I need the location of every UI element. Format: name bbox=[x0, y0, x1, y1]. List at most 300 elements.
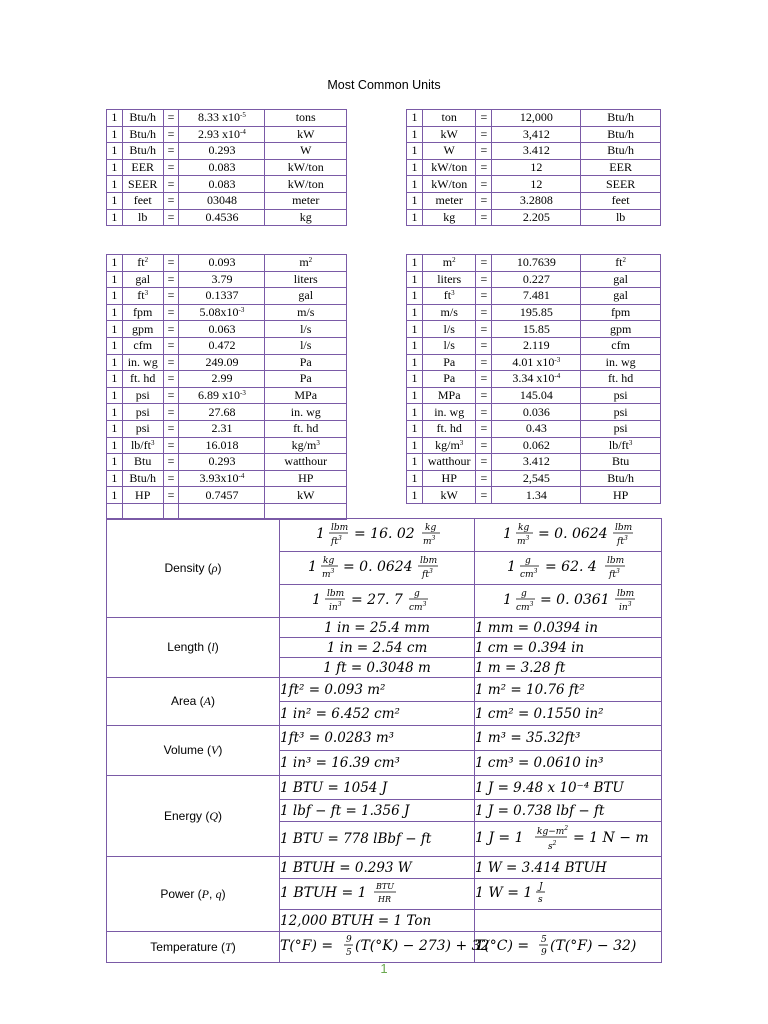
table-cell: 3,412 bbox=[492, 126, 581, 143]
formula-cell bbox=[475, 822, 662, 857]
table-row bbox=[407, 143, 661, 160]
table-cell: = bbox=[163, 420, 179, 437]
table-cell: in. wg bbox=[422, 404, 476, 421]
category-length: Length (l) bbox=[107, 618, 280, 678]
formula-cell bbox=[475, 879, 662, 910]
flow-conversion-table-right bbox=[406, 254, 661, 504]
table-cell: = bbox=[163, 176, 179, 193]
category-power: Power (P, q) bbox=[107, 857, 280, 932]
formula-cell bbox=[280, 552, 475, 585]
document-title: Most Common Units bbox=[327, 78, 441, 92]
svg-text:cm3: $cm^3$ bbox=[409, 601, 427, 613]
table-cell: 145.04 bbox=[492, 387, 581, 404]
table-cell: in. wg bbox=[581, 354, 661, 371]
table-cell: 1 bbox=[107, 470, 123, 487]
svg-text:1 BTUH = 1: 1 BTUH = 1 bbox=[280, 885, 367, 901]
svg-text:5: 5 bbox=[541, 935, 547, 945]
svg-text:s: s bbox=[538, 895, 543, 905]
table-cell: 27.68 bbox=[179, 404, 265, 421]
table-cell bbox=[107, 503, 123, 519]
table-cell: 1 bbox=[107, 209, 123, 226]
table-cell: 1 bbox=[407, 387, 423, 404]
table-cell: feet bbox=[122, 192, 163, 209]
table-cell: 03048 bbox=[179, 192, 265, 209]
svg-text:9: 9 bbox=[346, 935, 352, 945]
table-cell: kg bbox=[265, 209, 347, 226]
table-row bbox=[407, 337, 661, 354]
svg-text:1: 1 bbox=[308, 559, 317, 575]
table-row bbox=[107, 159, 347, 176]
table-cell: ton bbox=[422, 110, 476, 127]
table-cell: = bbox=[476, 176, 492, 193]
table-row bbox=[107, 470, 347, 487]
svg-text:lbm: lbm bbox=[615, 523, 633, 533]
formula-cell: 1 in = 25.4 mm bbox=[280, 618, 475, 638]
table-cell: = bbox=[476, 304, 492, 321]
table-cell: = bbox=[163, 487, 179, 504]
table-cell: Btu bbox=[122, 454, 163, 471]
formula-cell: 1 in³ = 16.39 cm³ bbox=[280, 751, 475, 776]
table-cell: 1 bbox=[407, 437, 423, 454]
table-row bbox=[107, 337, 347, 354]
formula-cell: 1 BTU = 1054 J bbox=[280, 776, 475, 800]
table-cell: 1 bbox=[107, 337, 123, 354]
formula-cell: 1 J = 0.738 lbf − ft bbox=[475, 800, 662, 822]
table-cell: EER bbox=[581, 159, 661, 176]
table-cell: gpm bbox=[122, 321, 163, 338]
table-cell: 2.119 bbox=[492, 337, 581, 354]
table-cell: 1 bbox=[407, 192, 423, 209]
table-cell: liters bbox=[265, 271, 347, 288]
table-cell: tons bbox=[265, 110, 347, 127]
svg-text:T(°C) =: T(°C) = bbox=[475, 938, 530, 954]
table-cell: 1 bbox=[107, 487, 123, 504]
power-row-1 bbox=[107, 857, 662, 879]
table-cell: m/s bbox=[265, 304, 347, 321]
table-cell: MPa bbox=[265, 387, 347, 404]
table-cell: $m^2$ bbox=[265, 255, 347, 272]
table-cell: ft. hd bbox=[422, 420, 476, 437]
table-cell: HP bbox=[581, 487, 661, 504]
table-cell: kW/ton bbox=[422, 159, 476, 176]
table-cell: meter bbox=[422, 192, 476, 209]
svg-text:= 0. 0624: = 0. 0624 bbox=[343, 559, 413, 575]
svg-text:kg−m2: $kg-m^2$ bbox=[537, 825, 569, 837]
table-cell: 1 bbox=[107, 371, 123, 388]
table-cell: in. wg bbox=[265, 404, 347, 421]
svg-text:= 62. 4: = 62. 4 bbox=[545, 559, 597, 575]
table-cell: 0.036 bbox=[492, 404, 581, 421]
table-cell: = bbox=[476, 288, 492, 305]
table-cell: Btu/h bbox=[122, 143, 163, 160]
table-cell: 1.34 bbox=[492, 487, 581, 504]
svg-text:ft3: $ft^3$ bbox=[422, 568, 433, 580]
table-cell: feet bbox=[581, 192, 661, 209]
table-cell: 1 bbox=[407, 470, 423, 487]
table-cell: l/s bbox=[422, 321, 476, 338]
table-cell: kW/ton bbox=[265, 176, 347, 193]
table-cell: = bbox=[163, 337, 179, 354]
table-row bbox=[107, 209, 347, 226]
table-cell: 1 bbox=[107, 354, 123, 371]
table-cell: kW bbox=[265, 487, 347, 504]
table-cell: $ft^3$ bbox=[122, 288, 163, 305]
table-row bbox=[107, 404, 347, 421]
table-cell: kW/ton bbox=[422, 176, 476, 193]
table-cell bbox=[163, 503, 179, 519]
table-cell: kg bbox=[422, 209, 476, 226]
table-cell bbox=[265, 503, 347, 519]
table-row bbox=[407, 420, 661, 437]
table-cell: 1 bbox=[407, 209, 423, 226]
formula-cell: 1 m² = 10.76 ft² bbox=[475, 678, 662, 702]
table-cell: = bbox=[163, 354, 179, 371]
table-cell: cfm bbox=[122, 337, 163, 354]
table-cell: = bbox=[476, 321, 492, 338]
table-cell: 1 bbox=[407, 337, 423, 354]
table-row bbox=[407, 437, 661, 454]
svg-text:lbm: lbm bbox=[331, 523, 349, 533]
svg-text:m3: $m^3$ bbox=[423, 535, 436, 547]
table-cell bbox=[122, 503, 163, 519]
table-cell: Btu/h bbox=[581, 126, 661, 143]
table-cell: $kg/m^3$ bbox=[422, 437, 476, 454]
table-cell: = bbox=[476, 387, 492, 404]
table-cell bbox=[179, 503, 265, 519]
table-cell: 2.31 bbox=[179, 420, 265, 437]
table-cell: = bbox=[163, 110, 179, 127]
temperature-formula-fahrenheit bbox=[280, 932, 490, 958]
table-row bbox=[407, 110, 661, 127]
formula-table bbox=[106, 518, 662, 963]
table-cell: kW bbox=[422, 126, 476, 143]
formula-cell bbox=[475, 519, 662, 552]
table-cell: = bbox=[476, 159, 492, 176]
table-cell: = bbox=[476, 192, 492, 209]
formula-cell: 1 BTU = 778 lBbf − ft bbox=[280, 822, 475, 857]
table-cell: = bbox=[476, 110, 492, 127]
table-cell: gpm bbox=[581, 321, 661, 338]
table-cell: in. wg bbox=[122, 354, 163, 371]
table-cell: EER bbox=[122, 159, 163, 176]
svg-text:= 0. 0624: = 0. 0624 bbox=[538, 526, 608, 542]
table-cell: 15.85 bbox=[492, 321, 581, 338]
table-row bbox=[407, 354, 661, 371]
table-cell: $kg/m^3$ bbox=[265, 437, 347, 454]
table-cell: l/s bbox=[265, 321, 347, 338]
table-cell: psi bbox=[122, 420, 163, 437]
table-cell: 1 bbox=[107, 110, 123, 127]
table-cell: = bbox=[476, 209, 492, 226]
table-cell: W bbox=[422, 143, 476, 160]
table-cell: Btu bbox=[581, 454, 661, 471]
svg-text:5: 5 bbox=[346, 948, 352, 958]
svg-text:ft3: $ft^3$ bbox=[331, 535, 342, 547]
table-cell: 0.083 bbox=[179, 176, 265, 193]
table-cell: 0.293 bbox=[179, 454, 265, 471]
table-cell: psi bbox=[122, 404, 163, 421]
table-cell: 0.227 bbox=[492, 271, 581, 288]
table-row bbox=[107, 192, 347, 209]
table-cell: 1 bbox=[107, 192, 123, 209]
svg-text:HR: HR bbox=[378, 895, 391, 904]
table-cell: watthour bbox=[422, 454, 476, 471]
table-row bbox=[407, 321, 661, 338]
formula-cell: 1 cm² = 0.1550 in² bbox=[475, 702, 662, 726]
table-row bbox=[107, 387, 347, 404]
formula-cell: 1 in = 2.54 cm bbox=[280, 638, 475, 658]
table-cell: 16.018 bbox=[179, 437, 265, 454]
table-cell: psi bbox=[581, 387, 661, 404]
table-cell: HP bbox=[422, 470, 476, 487]
svg-text:lbm: lbm bbox=[617, 589, 635, 599]
table-cell: 1 bbox=[407, 126, 423, 143]
table-cell: = bbox=[476, 487, 492, 504]
table-cell: = bbox=[163, 437, 179, 454]
page-number: 1 bbox=[380, 961, 388, 976]
energy-formula-joule bbox=[475, 822, 659, 852]
table-cell: $5.08x10^{-3}$ bbox=[179, 304, 265, 321]
table-cell: 1 bbox=[107, 126, 123, 143]
table-cell: = bbox=[163, 192, 179, 209]
formula-cell: 1 cm = 0.394 in bbox=[475, 638, 662, 658]
table-cell: 1 bbox=[107, 159, 123, 176]
table-row bbox=[407, 404, 661, 421]
table-row bbox=[107, 176, 347, 193]
formula-cell: 1 m = 3.28 ft bbox=[475, 658, 662, 678]
table-row bbox=[407, 271, 661, 288]
table-cell: 3.34 $x10^{-4}$ bbox=[492, 371, 581, 388]
svg-text:m3: $m^3$ bbox=[517, 535, 530, 547]
table-cell: 0.093 bbox=[179, 255, 265, 272]
table-cell: 0.1337 bbox=[179, 288, 265, 305]
table-cell: 1 bbox=[107, 404, 123, 421]
svg-text:kg: kg bbox=[425, 523, 437, 533]
table-cell: 2.205 bbox=[492, 209, 581, 226]
table-cell: 0.062 bbox=[492, 437, 581, 454]
table-cell: cfm bbox=[581, 337, 661, 354]
table-row bbox=[407, 487, 661, 504]
density-formula-3-left bbox=[282, 585, 472, 613]
table-cell: = bbox=[163, 404, 179, 421]
category-temperature: Temperature (T) bbox=[107, 932, 280, 963]
formula-cell: 1 W = 3.414 BTUH bbox=[475, 857, 662, 879]
table-cell: 1 bbox=[407, 176, 423, 193]
table-cell: Btu/h bbox=[581, 110, 661, 127]
table-cell: 1 bbox=[407, 321, 423, 338]
svg-text:1: 1 bbox=[503, 526, 512, 542]
table-row bbox=[107, 487, 347, 504]
table-cell: 1 bbox=[407, 487, 423, 504]
table-cell: 12,000 bbox=[492, 110, 581, 127]
formula-cell: 12,000 BTUH = 1 Ton bbox=[280, 910, 475, 932]
table-row bbox=[107, 454, 347, 471]
svg-text:s2: $s^2$ bbox=[548, 840, 557, 852]
svg-text:= 1 N − m: = 1 N − m bbox=[573, 830, 649, 846]
svg-text:in3: $in^3$ bbox=[329, 601, 342, 613]
density-formula-3-right bbox=[477, 585, 659, 613]
density-formula-2-left bbox=[282, 552, 472, 580]
table-cell: = bbox=[476, 271, 492, 288]
svg-text:= 27. 7: = 27. 7 bbox=[351, 592, 403, 608]
table-cell: 0.43 bbox=[492, 420, 581, 437]
table-cell: = bbox=[163, 288, 179, 305]
table-cell: watthour bbox=[265, 454, 347, 471]
table-cell: ft. hd bbox=[122, 371, 163, 388]
table-cell: = bbox=[163, 159, 179, 176]
formula-cell: 1 m³ = 35.32ft³ bbox=[475, 726, 662, 751]
table-cell: 1 bbox=[107, 437, 123, 454]
table-cell: Btu/h bbox=[581, 143, 661, 160]
table-row bbox=[407, 255, 661, 272]
svg-text:1: 1 bbox=[507, 559, 516, 575]
table-cell: 6.89 $x10^{-3}$ bbox=[179, 387, 265, 404]
table-cell: 12 bbox=[492, 176, 581, 193]
energy-row-1 bbox=[107, 776, 662, 800]
table-cell: = bbox=[163, 371, 179, 388]
category-density: Density (ρ) bbox=[107, 519, 280, 618]
table-cell: 7.481 bbox=[492, 288, 581, 305]
table-cell: 1 bbox=[407, 110, 423, 127]
table-row bbox=[407, 159, 661, 176]
category-area: Area (A) bbox=[107, 678, 280, 726]
table-cell: kW bbox=[422, 487, 476, 504]
table-cell: $lb/ft^3$ bbox=[581, 437, 661, 454]
table-cell: m/s bbox=[422, 304, 476, 321]
power-conversion-table-left bbox=[106, 109, 347, 226]
table-cell: = bbox=[476, 454, 492, 471]
table-cell: $3.93x10^{-4}$ bbox=[179, 470, 265, 487]
table-cell: = bbox=[163, 304, 179, 321]
formula-cell: 1 J = 9.48 x 10⁻⁴ BTU bbox=[475, 776, 662, 800]
formula-cell: 1ft³ = 0.0283 m³ bbox=[280, 726, 475, 751]
table-cell: 1 bbox=[407, 255, 423, 272]
table-cell: = bbox=[476, 420, 492, 437]
formula-cell bbox=[280, 585, 475, 618]
table-cell: 1 bbox=[107, 271, 123, 288]
table-cell: kW/ton bbox=[265, 159, 347, 176]
table-row bbox=[407, 304, 661, 321]
density-formula-2-right bbox=[477, 552, 659, 580]
table-cell: ft. hd bbox=[265, 420, 347, 437]
formula-cell bbox=[475, 585, 662, 618]
table-cell: liters bbox=[422, 271, 476, 288]
table-cell: 8.33 $x10^{-5}$ bbox=[179, 110, 265, 127]
table-cell: $lb/ft^3$ bbox=[122, 437, 163, 454]
table-cell: meter bbox=[265, 192, 347, 209]
table-cell: Btu/h bbox=[122, 110, 163, 127]
table-cell: 1 bbox=[407, 404, 423, 421]
table-cell: 0.063 bbox=[179, 321, 265, 338]
table-cell: = bbox=[476, 470, 492, 487]
table-cell: psi bbox=[581, 420, 661, 437]
table-cell: 3.412 bbox=[492, 143, 581, 160]
svg-text:1 J = 1: 1 J = 1 bbox=[475, 830, 524, 846]
table-row bbox=[407, 288, 661, 305]
table-cell: 0.4536 bbox=[179, 209, 265, 226]
table-cell: 1 bbox=[107, 321, 123, 338]
svg-text:1: 1 bbox=[503, 592, 512, 608]
table-cell: $m^2$ bbox=[422, 255, 476, 272]
svg-text:ft3: $ft^3$ bbox=[617, 535, 628, 547]
svg-text:g: g bbox=[414, 589, 420, 599]
table-cell: HP bbox=[265, 470, 347, 487]
table-cell: gal bbox=[581, 271, 661, 288]
table-cell: Btu/h bbox=[122, 126, 163, 143]
flow-conversion-table-left bbox=[106, 254, 347, 520]
table-cell: lb bbox=[581, 209, 661, 226]
area-row-1 bbox=[107, 678, 662, 702]
table-row bbox=[107, 420, 347, 437]
table-cell: 1 bbox=[407, 354, 423, 371]
table-cell: 0.083 bbox=[179, 159, 265, 176]
table-cell: 4.01 $x10^{-3}$ bbox=[492, 354, 581, 371]
table-cell: = bbox=[163, 470, 179, 487]
formula-cell bbox=[475, 910, 662, 932]
table-cell: 3.412 bbox=[492, 454, 581, 471]
table-cell: $ft^2$ bbox=[581, 255, 661, 272]
svg-text:lbm: lbm bbox=[420, 556, 438, 566]
svg-text:1: 1 bbox=[316, 526, 325, 542]
table-cell: 195.85 bbox=[492, 304, 581, 321]
table-cell: 1 bbox=[107, 288, 123, 305]
table-cell: = bbox=[163, 321, 179, 338]
table-row bbox=[407, 192, 661, 209]
table-row bbox=[107, 371, 347, 388]
table-row bbox=[407, 126, 661, 143]
svg-text:1: 1 bbox=[312, 592, 321, 608]
table-cell: = bbox=[476, 354, 492, 371]
formula-cell: 1 BTUH = 0.293 W bbox=[280, 857, 475, 879]
table-cell: 1 bbox=[407, 304, 423, 321]
table-row bbox=[107, 288, 347, 305]
table-cell: 1 bbox=[407, 420, 423, 437]
svg-text:cm3: $cm^3$ bbox=[520, 568, 538, 580]
table-cell: $ft^2$ bbox=[122, 255, 163, 272]
table-cell: Btu/h bbox=[122, 470, 163, 487]
table-cell: kW bbox=[265, 126, 347, 143]
table-cell: 2.93 $x10^{-4}$ bbox=[179, 126, 265, 143]
table-cell: fpm bbox=[581, 304, 661, 321]
table-row bbox=[107, 321, 347, 338]
svg-text:g: g bbox=[521, 589, 527, 599]
svg-text:kg: kg bbox=[323, 556, 335, 566]
svg-text:m3: $m^3$ bbox=[322, 568, 335, 580]
density-row-1 bbox=[107, 519, 662, 552]
svg-text:in3: $in^3$ bbox=[619, 601, 632, 613]
temperature-formula-celsius bbox=[475, 932, 659, 958]
table-cell: 1 bbox=[407, 159, 423, 176]
table-cell: = bbox=[163, 209, 179, 226]
table-row bbox=[107, 110, 347, 127]
table-cell: = bbox=[476, 337, 492, 354]
table-cell: 249.09 bbox=[179, 354, 265, 371]
power-conversion-table-right bbox=[406, 109, 661, 226]
table-row bbox=[107, 437, 347, 454]
svg-text:BTU: BTU bbox=[376, 882, 394, 891]
table-cell: l/s bbox=[265, 337, 347, 354]
table-cell: 1 bbox=[407, 143, 423, 160]
table-cell: gal bbox=[581, 288, 661, 305]
table-cell: Pa bbox=[265, 354, 347, 371]
table-row bbox=[407, 209, 661, 226]
table-cell: = bbox=[163, 143, 179, 160]
table-cell: = bbox=[163, 126, 179, 143]
svg-text:kg: kg bbox=[518, 523, 530, 533]
table-cell: = bbox=[476, 126, 492, 143]
table-cell: l/s bbox=[422, 337, 476, 354]
table-row bbox=[107, 143, 347, 160]
